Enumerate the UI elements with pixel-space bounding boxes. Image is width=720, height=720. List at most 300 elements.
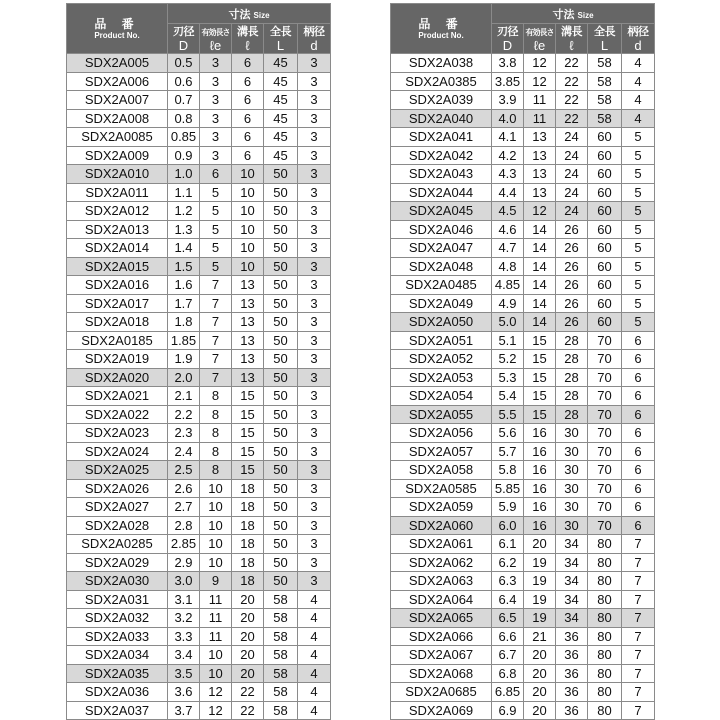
- effective-length-cell: 12: [200, 683, 232, 702]
- col-symbol: ℓe: [533, 37, 546, 53]
- blade-dia-cell: 4.9: [492, 294, 524, 313]
- blade-dia-cell: 1.5: [168, 257, 200, 276]
- effective-length-cell: 7: [200, 368, 232, 387]
- effective-length-cell: 14: [524, 313, 556, 332]
- product-no-cell: SDX2A008: [67, 109, 168, 128]
- col-header-effective-length: [524, 24, 556, 54]
- overall-length-cell: 45: [264, 91, 298, 110]
- flute-length-cell: 26: [556, 294, 588, 313]
- blade-dia-cell: 5.3: [492, 368, 524, 387]
- blade-dia-cell: 4.3: [492, 165, 524, 184]
- product-no-cell: SDX2A050: [391, 313, 492, 332]
- flute-length-cell: 18: [232, 553, 264, 572]
- table-row: [67, 535, 331, 554]
- blade-dia-cell: 0.8: [168, 109, 200, 128]
- table-row: [67, 91, 331, 110]
- blade-dia-cell: 2.85: [168, 535, 200, 554]
- col-header-overall-length: [264, 24, 298, 54]
- shank-dia-cell: 5: [622, 239, 655, 258]
- table-row: [391, 146, 655, 165]
- overall-length-cell: 60: [588, 313, 622, 332]
- overall-length-cell: 58: [264, 701, 298, 720]
- size-label-en: Size: [577, 10, 594, 20]
- shank-dia-cell: 5: [622, 257, 655, 276]
- effective-length-cell: 10: [200, 664, 232, 683]
- effective-length-cell: 20: [524, 701, 556, 720]
- product-no-cell: SDX2A044: [391, 183, 492, 202]
- product-no-cell: SDX2A018: [67, 313, 168, 332]
- overall-length-cell: 60: [588, 276, 622, 295]
- blade-dia-cell: 4.8: [492, 257, 524, 276]
- blade-dia-cell: 5.9: [492, 498, 524, 517]
- flute-length-cell: 26: [556, 220, 588, 239]
- table-row: [67, 442, 331, 461]
- table-row: [67, 646, 331, 665]
- overall-length-cell: 80: [588, 609, 622, 628]
- spec-table-left: [66, 3, 331, 720]
- table-row: [67, 572, 331, 591]
- size-label-en: Size: [253, 10, 270, 20]
- flute-length-cell: 20: [232, 590, 264, 609]
- effective-length-cell: 14: [524, 294, 556, 313]
- overall-length-cell: 60: [588, 202, 622, 221]
- table-row: [391, 553, 655, 572]
- effective-length-cell: 13: [524, 146, 556, 165]
- shank-dia-cell: 6: [622, 387, 655, 406]
- overall-length-cell: 70: [588, 331, 622, 350]
- overall-length-cell: 60: [588, 239, 622, 258]
- table-row: [67, 276, 331, 295]
- flute-length-cell: 24: [556, 165, 588, 184]
- overall-length-cell: 80: [588, 701, 622, 720]
- overall-length-cell: 60: [588, 146, 622, 165]
- effective-length-cell: 15: [524, 350, 556, 369]
- shank-dia-cell: 3: [298, 313, 331, 332]
- flute-length-cell: 13: [232, 368, 264, 387]
- blade-dia-cell: 2.6: [168, 479, 200, 498]
- table-row: [67, 128, 331, 147]
- flute-length-cell: 24: [556, 183, 588, 202]
- effective-length-cell: 11: [200, 627, 232, 646]
- flute-length-cell: 30: [556, 461, 588, 480]
- overall-length-cell: 50: [264, 387, 298, 406]
- shank-dia-cell: 6: [622, 405, 655, 424]
- product-no-cell: SDX2A026: [67, 479, 168, 498]
- table-row: [391, 627, 655, 646]
- table-row: [391, 54, 655, 73]
- flute-length-cell: 28: [556, 405, 588, 424]
- product-no-cell: SDX2A0685: [391, 683, 492, 702]
- flute-length-cell: 28: [556, 387, 588, 406]
- product-no-cell: SDX2A032: [67, 609, 168, 628]
- blade-dia-cell: 4.5: [492, 202, 524, 221]
- col-symbol: d: [310, 37, 318, 53]
- product-no-cell: SDX2A0185: [67, 331, 168, 350]
- col-header-overall-length: [588, 24, 622, 54]
- shank-dia-cell: 3: [298, 368, 331, 387]
- product-no-cell: SDX2A059: [391, 498, 492, 517]
- table-row: [391, 183, 655, 202]
- shank-dia-cell: 7: [622, 535, 655, 554]
- blade-dia-cell: 5.5: [492, 405, 524, 424]
- shank-dia-cell: 3: [298, 387, 331, 406]
- effective-length-cell: 11: [524, 109, 556, 128]
- effective-length-cell: 10: [200, 479, 232, 498]
- flute-length-cell: 18: [232, 535, 264, 554]
- size-header: [492, 4, 655, 24]
- table-row: [391, 257, 655, 276]
- col-label-jp: 溝長: [237, 25, 258, 38]
- effective-length-cell: 19: [524, 572, 556, 591]
- flute-length-cell: 22: [556, 109, 588, 128]
- table-row: [391, 701, 655, 720]
- overall-length-cell: 50: [264, 220, 298, 239]
- table-row: [67, 479, 331, 498]
- product-no-cell: SDX2A010: [67, 165, 168, 184]
- shank-dia-cell: 3: [298, 165, 331, 184]
- table-row: [391, 646, 655, 665]
- blade-dia-cell: 4.7: [492, 239, 524, 258]
- table-row: [67, 664, 331, 683]
- flute-length-cell: 15: [232, 461, 264, 480]
- col-header-flute-length: [232, 24, 264, 54]
- table-row: [391, 239, 655, 258]
- product-no-cell: SDX2A069: [391, 701, 492, 720]
- col-label-jp: 全長: [594, 25, 615, 38]
- effective-length-cell: 10: [200, 498, 232, 517]
- product-no-header: [67, 4, 168, 54]
- shank-dia-cell: 3: [298, 109, 331, 128]
- flute-length-cell: 18: [232, 498, 264, 517]
- shank-dia-cell: 6: [622, 516, 655, 535]
- overall-length-cell: 58: [588, 109, 622, 128]
- product-no-cell: SDX2A014: [67, 239, 168, 258]
- effective-length-cell: 3: [200, 72, 232, 91]
- effective-length-cell: 14: [524, 239, 556, 258]
- effective-length-cell: 20: [524, 664, 556, 683]
- shank-dia-cell: 5: [622, 128, 655, 147]
- shank-dia-cell: 5: [622, 202, 655, 221]
- flute-length-cell: 28: [556, 331, 588, 350]
- effective-length-cell: 12: [524, 202, 556, 221]
- overall-length-cell: 70: [588, 442, 622, 461]
- flute-length-cell: 10: [232, 239, 264, 258]
- product-no-cell: SDX2A053: [391, 368, 492, 387]
- table-row: [67, 553, 331, 572]
- product-no-cell: SDX2A056: [391, 424, 492, 443]
- table-row: [67, 627, 331, 646]
- product-no-cell: SDX2A034: [67, 646, 168, 665]
- flute-length-cell: 36: [556, 646, 588, 665]
- flute-length-cell: 15: [232, 405, 264, 424]
- flute-length-cell: 30: [556, 516, 588, 535]
- effective-length-cell: 8: [200, 424, 232, 443]
- shank-dia-cell: 6: [622, 424, 655, 443]
- table-row: [67, 220, 331, 239]
- product-no-cell: SDX2A047: [391, 239, 492, 258]
- effective-length-cell: 21: [524, 627, 556, 646]
- table-row: [67, 683, 331, 702]
- shank-dia-cell: 3: [298, 128, 331, 147]
- shank-dia-cell: 4: [298, 609, 331, 628]
- col-header-effective-length: [200, 24, 232, 54]
- size-label-jp: 寸法: [228, 8, 251, 21]
- overall-length-cell: 70: [588, 424, 622, 443]
- blade-dia-cell: 6.8: [492, 664, 524, 683]
- effective-length-cell: 14: [524, 257, 556, 276]
- product-no-cell: SDX2A024: [67, 442, 168, 461]
- product-no-cell: SDX2A009: [67, 146, 168, 165]
- shank-dia-cell: 3: [298, 72, 331, 91]
- spec-table-right: [390, 3, 655, 720]
- flute-length-cell: 10: [232, 165, 264, 184]
- blade-dia-cell: 2.2: [168, 405, 200, 424]
- shank-dia-cell: 3: [298, 239, 331, 258]
- blade-dia-cell: 5.6: [492, 424, 524, 443]
- effective-length-cell: 7: [200, 331, 232, 350]
- overall-length-cell: 60: [588, 128, 622, 147]
- shank-dia-cell: 6: [622, 498, 655, 517]
- product-no-cell: SDX2A061: [391, 535, 492, 554]
- overall-length-cell: 58: [588, 54, 622, 73]
- effective-length-cell: 12: [524, 54, 556, 73]
- flute-length-cell: 36: [556, 683, 588, 702]
- shank-dia-cell: 4: [298, 664, 331, 683]
- shank-dia-cell: 3: [298, 498, 331, 517]
- flute-length-cell: 13: [232, 313, 264, 332]
- effective-length-cell: 10: [200, 553, 232, 572]
- blade-dia-cell: 5.85: [492, 479, 524, 498]
- table-row: [67, 313, 331, 332]
- table-row: [391, 72, 655, 91]
- blade-dia-cell: 6.85: [492, 683, 524, 702]
- blade-dia-cell: 1.9: [168, 350, 200, 369]
- blade-dia-cell: 4.4: [492, 183, 524, 202]
- overall-length-cell: 70: [588, 368, 622, 387]
- flute-length-cell: 18: [232, 572, 264, 591]
- flute-length-cell: 26: [556, 257, 588, 276]
- product-no-cell: SDX2A036: [67, 683, 168, 702]
- table-row: [391, 609, 655, 628]
- shank-dia-cell: 4: [298, 627, 331, 646]
- overall-length-cell: 50: [264, 368, 298, 387]
- blade-dia-cell: 2.4: [168, 442, 200, 461]
- effective-length-cell: 3: [200, 91, 232, 110]
- shank-dia-cell: 3: [298, 572, 331, 591]
- effective-length-cell: 8: [200, 405, 232, 424]
- product-no-cell: SDX2A023: [67, 424, 168, 443]
- product-no-cell: SDX2A006: [67, 72, 168, 91]
- effective-length-cell: 15: [524, 331, 556, 350]
- product-no-cell: SDX2A049: [391, 294, 492, 313]
- effective-length-cell: 7: [200, 276, 232, 295]
- shank-dia-cell: 4: [622, 54, 655, 73]
- overall-length-cell: 80: [588, 535, 622, 554]
- col-symbol: ℓ: [245, 37, 250, 53]
- product-no-cell: SDX2A019: [67, 350, 168, 369]
- blade-dia-cell: 3.0: [168, 572, 200, 591]
- overall-length-cell: 50: [264, 479, 298, 498]
- blade-dia-cell: 0.85: [168, 128, 200, 147]
- shank-dia-cell: 3: [298, 516, 331, 535]
- table-row: [67, 405, 331, 424]
- product-no-cell: SDX2A040: [391, 109, 492, 128]
- effective-length-cell: 10: [200, 516, 232, 535]
- col-symbol: d: [634, 37, 642, 53]
- blade-dia-cell: 5.7: [492, 442, 524, 461]
- effective-length-cell: 10: [200, 646, 232, 665]
- table-row: [67, 590, 331, 609]
- flute-length-cell: 30: [556, 442, 588, 461]
- effective-length-cell: 16: [524, 461, 556, 480]
- blade-dia-cell: 5.1: [492, 331, 524, 350]
- shank-dia-cell: 5: [622, 313, 655, 332]
- effective-length-cell: 13: [524, 128, 556, 147]
- col-label-jp: 有効長さ: [201, 27, 230, 37]
- table-row: [391, 294, 655, 313]
- blade-dia-cell: 3.2: [168, 609, 200, 628]
- flute-length-cell: 20: [232, 627, 264, 646]
- flute-length-cell: 26: [556, 313, 588, 332]
- effective-length-cell: 16: [524, 424, 556, 443]
- table-row: [391, 498, 655, 517]
- overall-length-cell: 80: [588, 553, 622, 572]
- flute-length-cell: 13: [232, 331, 264, 350]
- blade-dia-cell: 3.85: [492, 72, 524, 91]
- table-row: [67, 257, 331, 276]
- shank-dia-cell: 4: [298, 646, 331, 665]
- effective-length-cell: 15: [524, 405, 556, 424]
- effective-length-cell: 16: [524, 516, 556, 535]
- effective-length-cell: 11: [200, 590, 232, 609]
- blade-dia-cell: 2.3: [168, 424, 200, 443]
- table-row: [391, 461, 655, 480]
- shank-dia-cell: 4: [298, 701, 331, 720]
- col-label-jp: 全長: [270, 25, 291, 38]
- effective-length-cell: 3: [200, 128, 232, 147]
- col-label-jp: 柄径: [627, 25, 649, 38]
- effective-length-cell: 11: [524, 91, 556, 110]
- shank-dia-cell: 6: [622, 461, 655, 480]
- overall-length-cell: 50: [264, 276, 298, 295]
- shank-dia-cell: 4: [622, 72, 655, 91]
- shank-dia-cell: 4: [298, 590, 331, 609]
- col-symbol: ℓe: [209, 37, 222, 53]
- flute-length-cell: 20: [232, 646, 264, 665]
- overall-length-cell: 45: [264, 146, 298, 165]
- table-row: [67, 424, 331, 443]
- overall-length-cell: 50: [264, 183, 298, 202]
- table-row: [67, 146, 331, 165]
- blade-dia-cell: 2.1: [168, 387, 200, 406]
- table-row: [67, 331, 331, 350]
- flute-length-cell: 22: [232, 683, 264, 702]
- product-no-cell: SDX2A035: [67, 664, 168, 683]
- product-no-cell: SDX2A025: [67, 461, 168, 480]
- effective-length-cell: 5: [200, 239, 232, 258]
- blade-dia-cell: 3.9: [492, 91, 524, 110]
- shank-dia-cell: 7: [622, 627, 655, 646]
- blade-dia-cell: 3.4: [168, 646, 200, 665]
- blade-dia-cell: 1.3: [168, 220, 200, 239]
- product-no-cell: SDX2A031: [67, 590, 168, 609]
- overall-length-cell: 50: [264, 313, 298, 332]
- flute-length-cell: 10: [232, 257, 264, 276]
- size-header: [168, 4, 331, 24]
- product-no-cell: SDX2A055: [391, 405, 492, 424]
- blade-dia-cell: 6.7: [492, 646, 524, 665]
- blade-dia-cell: 2.8: [168, 516, 200, 535]
- shank-dia-cell: 4: [298, 683, 331, 702]
- shank-dia-cell: 3: [298, 424, 331, 443]
- shank-dia-cell: 7: [622, 553, 655, 572]
- flute-length-cell: 36: [556, 627, 588, 646]
- flute-length-cell: 24: [556, 128, 588, 147]
- overall-length-cell: 50: [264, 331, 298, 350]
- product-no-cell: SDX2A064: [391, 590, 492, 609]
- flute-length-cell: 15: [232, 387, 264, 406]
- product-no-cell: SDX2A017: [67, 294, 168, 313]
- product-no-cell: SDX2A028: [67, 516, 168, 535]
- table-row: [67, 368, 331, 387]
- table-row: [391, 516, 655, 535]
- product-no-cell: SDX2A051: [391, 331, 492, 350]
- table-row: [391, 683, 655, 702]
- col-label-jp: 有効長さ: [525, 27, 554, 37]
- overall-length-cell: 58: [264, 664, 298, 683]
- flute-length-cell: 36: [556, 701, 588, 720]
- shank-dia-cell: 3: [298, 220, 331, 239]
- overall-length-cell: 70: [588, 405, 622, 424]
- shank-dia-cell: 7: [622, 646, 655, 665]
- col-header-shank-dia: [622, 24, 655, 54]
- flute-length-cell: 6: [232, 128, 264, 147]
- overall-length-cell: 58: [588, 91, 622, 110]
- product-no-cell: SDX2A042: [391, 146, 492, 165]
- overall-length-cell: 80: [588, 664, 622, 683]
- flute-length-cell: 6: [232, 91, 264, 110]
- flute-length-cell: 24: [556, 146, 588, 165]
- col-header-flute-length: [556, 24, 588, 54]
- product-no-cell: SDX2A027: [67, 498, 168, 517]
- col-header-blade-dia: [492, 24, 524, 54]
- table-row: [391, 405, 655, 424]
- shank-dia-cell: 3: [298, 350, 331, 369]
- product-no-label-jp: 品 番: [418, 16, 464, 31]
- blade-dia-cell: 1.1: [168, 183, 200, 202]
- flute-length-cell: 28: [556, 350, 588, 369]
- effective-length-cell: 8: [200, 387, 232, 406]
- product-no-cell: SDX2A005: [67, 54, 168, 73]
- shank-dia-cell: 3: [298, 183, 331, 202]
- shank-dia-cell: 3: [298, 405, 331, 424]
- table-row: [391, 442, 655, 461]
- flute-length-cell: 22: [232, 701, 264, 720]
- col-label-jp: 柄径: [303, 25, 325, 38]
- blade-dia-cell: 6.0: [492, 516, 524, 535]
- effective-length-cell: 19: [524, 609, 556, 628]
- product-no-cell: SDX2A043: [391, 165, 492, 184]
- col-symbol: L: [600, 37, 609, 53]
- overall-length-cell: 50: [264, 498, 298, 517]
- effective-length-cell: 14: [524, 276, 556, 295]
- product-no-cell: SDX2A015: [67, 257, 168, 276]
- shank-dia-cell: 7: [622, 683, 655, 702]
- table-row: [391, 128, 655, 147]
- col-symbol: L: [276, 37, 285, 53]
- flute-length-cell: 20: [232, 609, 264, 628]
- flute-length-cell: 22: [556, 72, 588, 91]
